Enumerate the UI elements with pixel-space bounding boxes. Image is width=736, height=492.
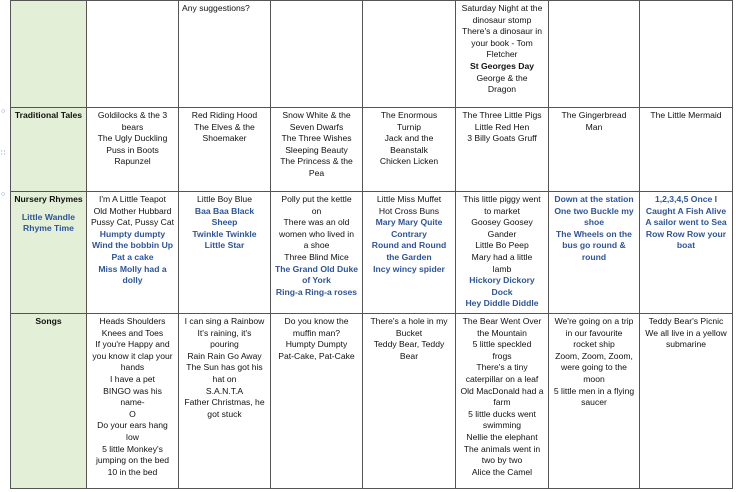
cell-text-line: hands bbox=[120, 362, 145, 373]
cell-text-line: Pussy Cat, Pussy Cat bbox=[90, 217, 175, 228]
cell-text-line: Mary Mary Quite bbox=[375, 217, 443, 228]
margin-move-icon: ∷ bbox=[1, 150, 6, 157]
cell-text-line: The Bear Went Over bbox=[462, 316, 542, 326]
cell-text-line: Little Star bbox=[204, 240, 245, 251]
table-cell bbox=[87, 108, 179, 192]
cell-text-line: Goosey Goosey bbox=[471, 217, 533, 228]
cell-text-line: of York bbox=[302, 275, 331, 286]
cell-text-line: Round and Round bbox=[371, 240, 447, 251]
cell-text-line: A sailor went to Sea bbox=[645, 217, 727, 228]
cell-text-line: We all live in a yellow bbox=[645, 327, 727, 338]
cell-text-line: Any suggestions? bbox=[182, 3, 250, 13]
table-cell bbox=[179, 314, 271, 489]
table-cell bbox=[363, 108, 456, 192]
cell-text-line: Row Row Row your bbox=[645, 228, 727, 239]
cell-text-line: bus go round & bbox=[562, 240, 626, 251]
cell-text-line: The Little Mermaid bbox=[650, 110, 722, 120]
cell-text-line: muffin man? bbox=[292, 327, 341, 338]
cell-text-line: jumping on the bed bbox=[95, 455, 170, 466]
cell-text-line: Teddy Bear, Teddy bbox=[373, 339, 445, 350]
table-cell bbox=[271, 314, 363, 489]
row-heading-nursery-rhymes bbox=[11, 192, 87, 314]
cell-text-line: Old Mother Hubbard bbox=[93, 205, 172, 216]
table-cell bbox=[179, 192, 271, 314]
cell-text-line: There's a tiny bbox=[476, 362, 528, 373]
cell-text-line: Polly put the kettle bbox=[281, 194, 352, 204]
cell-text-line: Humpty Dumpty bbox=[285, 339, 348, 350]
cell-text-line: The Grand Old Duke bbox=[274, 263, 359, 274]
table-cell bbox=[363, 1, 456, 108]
cell-text-line: Bear bbox=[399, 350, 419, 361]
cell-text-line: rocket ship bbox=[573, 339, 615, 350]
cell-text-line: The Gingerbread bbox=[561, 110, 627, 120]
cell-text-line: Sleeping Beauty bbox=[285, 144, 348, 155]
cell-text-line: the Mountain bbox=[477, 327, 527, 338]
cell-text-line: There's a hole in my bbox=[370, 316, 448, 326]
curriculum-table bbox=[10, 0, 733, 489]
cell-text-line: 10 in the bed bbox=[107, 466, 158, 477]
cell-text-line: Knees and Toes bbox=[101, 327, 164, 338]
cell-text-line: Hot Cross Buns bbox=[378, 205, 440, 216]
cell-text-line: Fletcher bbox=[486, 49, 518, 60]
cell-text-line: low bbox=[126, 431, 139, 442]
cell-text-line: Chicken Licken bbox=[379, 156, 439, 167]
cell-text-line: dolly bbox=[122, 275, 143, 286]
cell-text-line: Little Wandle Rhyme Time bbox=[21, 211, 76, 234]
cell-text-line: Little Miss Muffet bbox=[376, 194, 442, 204]
cell-text-line: If you're Happy and bbox=[95, 339, 170, 350]
cell-text-line: Rapunzel bbox=[114, 156, 151, 167]
cell-text-line: Alice the Camel bbox=[471, 466, 533, 477]
table-cell bbox=[640, 314, 733, 489]
table-row bbox=[11, 108, 733, 192]
cell-text-line: Dragon bbox=[487, 84, 517, 95]
cell-text-line: I can sing a Rainbow bbox=[184, 316, 265, 326]
cell-text-line: Baa Baa Black Sheep bbox=[194, 205, 255, 228]
cell-text-line: St Georges Day bbox=[470, 60, 534, 71]
table-cell bbox=[640, 1, 733, 108]
cell-text-line: saucer bbox=[581, 397, 607, 408]
cell-text-line: Do your ears hang bbox=[97, 420, 168, 431]
cell-text-line: The Sun has got his bbox=[186, 362, 263, 373]
cell-text-line: Puss in Boots bbox=[106, 144, 159, 155]
cell-text-line: Humpty dumpty bbox=[99, 228, 166, 239]
cell-text-line: Heads Shoulders bbox=[99, 316, 166, 326]
table-cell bbox=[363, 192, 456, 314]
cell-text-line: Rain Rain Go Away bbox=[187, 350, 262, 361]
cell-text-line: The Princess & the bbox=[280, 156, 353, 167]
cell-text-line: Mary had a little bbox=[471, 251, 533, 262]
cell-text-line: This little piggy went bbox=[463, 194, 541, 204]
cell-text-line: bears bbox=[121, 121, 144, 132]
cell-text-line: Incy wincy spider bbox=[373, 263, 445, 274]
cell-text-line: The Wheels on the bbox=[556, 228, 632, 239]
table-cell bbox=[179, 1, 271, 108]
cell-text-line: Dock bbox=[491, 286, 513, 297]
cell-text-line: 5 little ducks went bbox=[468, 408, 536, 419]
cell-text-line: on bbox=[311, 205, 322, 216]
cell-text-line: frogs bbox=[492, 350, 512, 361]
cell-text-line: Little Red Hen bbox=[474, 121, 530, 132]
cell-text-line: swimming bbox=[482, 420, 522, 431]
cell-text-line: The Enormous bbox=[380, 110, 438, 120]
cell-text-line: a shoe bbox=[303, 240, 330, 251]
cell-text-line: Father Christmas, he bbox=[184, 397, 265, 408]
cell-text-line: Old MacDonald had a bbox=[460, 385, 544, 396]
table-cell bbox=[456, 192, 549, 314]
cell-text-line: I have a pet bbox=[110, 373, 155, 384]
margin-circle-icon: ○ bbox=[1, 108, 6, 115]
row-heading-songs: Songs bbox=[11, 314, 87, 489]
cell-text-line: moon bbox=[583, 373, 605, 384]
cell-text-line: Nursery Rhymes bbox=[14, 194, 83, 204]
cell-text-line: shoe bbox=[583, 217, 605, 228]
cell-text-line: your book - Tom bbox=[471, 37, 533, 48]
cell-text-line: dinosaur stomp bbox=[472, 14, 532, 25]
table-cell bbox=[87, 314, 179, 489]
table-cell bbox=[87, 1, 179, 108]
cell-text-line: in our favourite bbox=[565, 327, 623, 338]
table-cell bbox=[271, 108, 363, 192]
cell-text-line: farm bbox=[493, 397, 511, 408]
cell-text-line: Pea bbox=[308, 167, 325, 178]
cell-text-line: O bbox=[129, 408, 136, 419]
cell-text-line: BINGO was his name- bbox=[103, 385, 162, 408]
cell-text-line: Goldilocks & the 3 bbox=[97, 110, 168, 120]
table-row bbox=[11, 192, 733, 314]
cell-text-line: Teddy Bear's Picnic bbox=[648, 316, 724, 326]
cell-text-line: Gander bbox=[487, 228, 517, 239]
cell-text-line: 1,2,3,4,5 Once I bbox=[654, 194, 718, 204]
cell-text-line: Twinkle Twinkle bbox=[192, 228, 257, 239]
cell-text-line: The animals went in bbox=[463, 443, 541, 454]
cell-text-line: Little Boy Blue bbox=[197, 194, 252, 204]
cell-text-line: Jack and the bbox=[384, 133, 434, 144]
table-cell bbox=[456, 108, 549, 192]
table-cell bbox=[640, 108, 733, 192]
table-cell bbox=[549, 192, 640, 314]
cell-text-line: Red Riding Hood bbox=[191, 110, 258, 120]
table-row bbox=[11, 1, 733, 108]
cell-text-line: were going to the bbox=[561, 362, 627, 373]
cell-text-line: Nellie the elephant bbox=[466, 431, 538, 442]
cell-text-line: The Elves & the bbox=[194, 121, 255, 132]
cell-text-line: Seven Dwarfs bbox=[289, 121, 344, 132]
cell-text-line: Pat-Cake, Pat-Cake bbox=[278, 350, 355, 361]
cell-text-line: Miss Molly had a bbox=[98, 263, 167, 274]
cell-text-line: you know it clap your bbox=[92, 350, 173, 361]
cell-text-line: Caught A Fish Alive bbox=[645, 205, 727, 216]
table-cell bbox=[549, 314, 640, 489]
cell-text-line: Zoom, Zoom, Zoom, bbox=[555, 350, 633, 361]
cell-text-line: boat bbox=[676, 240, 696, 251]
cell-text-line: Ring-a Ring-a roses bbox=[275, 286, 358, 297]
cell-text-line: We're going on a trip bbox=[554, 316, 634, 326]
cell-text-line: Hickory Dickory bbox=[469, 275, 535, 286]
cell-text-line: George & the bbox=[476, 72, 528, 83]
cell-text-line: There was an old bbox=[283, 217, 350, 228]
cell-text-line: pouring bbox=[210, 339, 239, 350]
cell-text-line: Do you know the bbox=[284, 316, 349, 326]
cell-text-line: Wind the bobbin Up bbox=[91, 240, 174, 251]
cell-text-line: There's a dinosaur in bbox=[462, 26, 542, 37]
cell-text-line: The Three Wishes bbox=[281, 133, 352, 144]
cell-text-line: The Three Little Pigs bbox=[462, 110, 542, 120]
cell-text-line: The Ugly Duckling bbox=[97, 133, 168, 144]
cell-text-line: two by two bbox=[481, 455, 523, 466]
cell-text-line: hat on bbox=[212, 373, 237, 384]
cell-text-line: Hey Diddle Diddle bbox=[465, 298, 539, 309]
cell-text-line: Pat a cake bbox=[111, 251, 154, 262]
cell-text-line: got stuck bbox=[207, 408, 242, 419]
cell-text-line: Down at the station bbox=[554, 194, 634, 204]
cell-text-line: to market bbox=[484, 205, 520, 216]
cell-text-line: One two Buckle my bbox=[554, 205, 634, 216]
cell-text-line: Saturday Night at the bbox=[461, 3, 543, 13]
cell-text-line: round bbox=[581, 251, 607, 262]
cell-text-line: Turnip bbox=[396, 121, 422, 132]
table-cell bbox=[363, 314, 456, 489]
cell-text-line: Beanstalk bbox=[390, 144, 428, 155]
cell-text-line: the Garden bbox=[386, 251, 432, 262]
table-cell bbox=[640, 192, 733, 314]
cell-text-line: It's raining, it's bbox=[197, 327, 252, 338]
table-cell bbox=[549, 108, 640, 192]
cell-text-line: Three Blind Mice bbox=[284, 251, 349, 262]
cell-text-line: I'm A Little Teapot bbox=[99, 194, 166, 204]
cell-text-line: Contrary bbox=[391, 228, 427, 239]
cell-text-line: caterpillar on a leaf bbox=[465, 373, 539, 384]
table-cell bbox=[456, 1, 549, 108]
cell-text-line: submarine bbox=[665, 339, 707, 350]
cell-text-line: 5 little speckled bbox=[472, 339, 532, 350]
cell-text-line: Man bbox=[585, 121, 603, 132]
cell-text-line: 3 Billy Goats Gruff bbox=[467, 133, 537, 144]
margin-marks bbox=[0, 0, 10, 492]
table-cell bbox=[179, 108, 271, 192]
table-cell bbox=[87, 192, 179, 314]
cell-text-line: 5 little men in a flying bbox=[553, 385, 635, 396]
row-heading bbox=[11, 1, 87, 108]
cell-text-line: lamb bbox=[492, 263, 512, 274]
cell-text-line: 5 little Monkey's bbox=[102, 443, 163, 454]
table-cell bbox=[271, 1, 363, 108]
cell-text-line: Bucket bbox=[395, 327, 423, 338]
row-heading-traditional-tales: Traditional Tales bbox=[11, 108, 87, 192]
table-cell bbox=[271, 192, 363, 314]
cell-text-line: Snow White & the bbox=[282, 110, 351, 120]
table-cell bbox=[456, 314, 549, 489]
cell-text-line: women who lived in bbox=[279, 228, 354, 239]
margin-circle-icon: ○ bbox=[1, 191, 6, 198]
cell-text-line: Little Bo Peep bbox=[475, 240, 529, 251]
cell-text-line: Shoemaker bbox=[202, 133, 247, 144]
table-row bbox=[11, 314, 733, 489]
cell-text-line: S.A.N.T.A bbox=[205, 385, 244, 396]
table-cell bbox=[549, 1, 640, 108]
